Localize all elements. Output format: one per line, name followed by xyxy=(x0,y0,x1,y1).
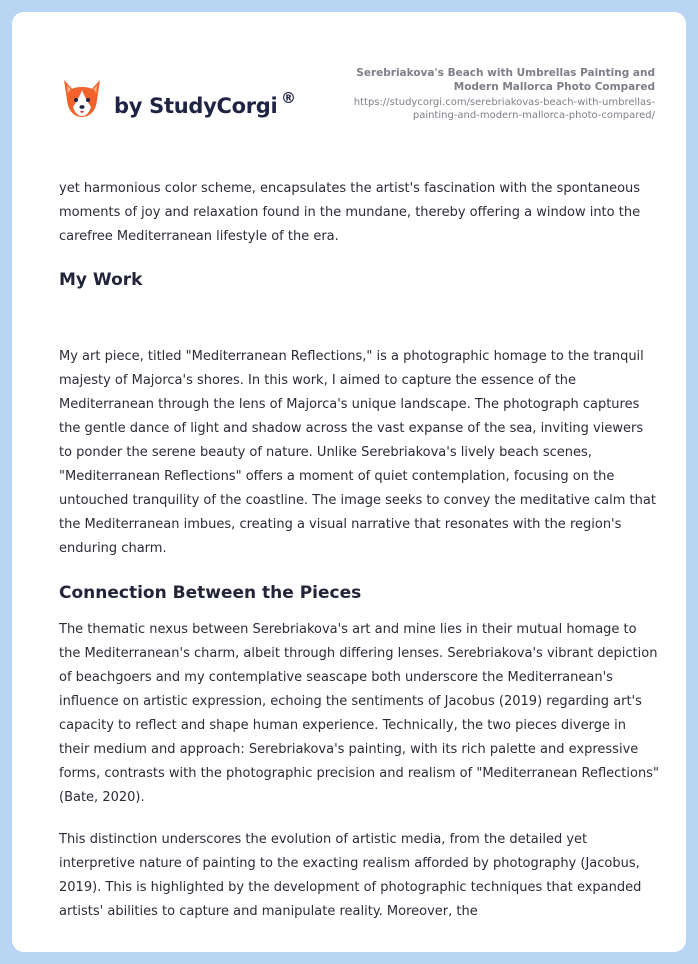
paragraph-connection-1: The thematic nexus between Serebriakova's art and mine lies in their mutual homage to the Mediterranean's charm, albeit through differing lenses. Serebriakova's vibrant depiction of beachgoers and my contemplative seascape both underscore the Mediterranean's influence on artistic expression, echoing the sentiments of Jacobus (2019) regarding art's capacity to reflect and shape human experience. Technically, the two pieces diverge in their medium and approach: Serebriakova's painting, with its rich palette and expressive forms, contrasts with the photographic precision and realism of "Mediterranean Reflections" (Bate, 2020). xyxy=(59,622,659,805)
registered-mark: ® xyxy=(281,89,296,107)
document-meta xyxy=(315,66,655,122)
section-heading-connection: Connection Between the Pieces xyxy=(59,583,362,603)
paragraph-connection-2: This distinction underscores the evolution of artistic media, from the detailed yet interpretive nature of painting to the exacting realism afforded by photography (Jacobus, 2019). This is highlighted by the development of photographic techniques that expanded artists' abilities to capture and manipulate reality. Moreover, the xyxy=(59,832,642,919)
intro-paragraph: yet harmonious color scheme, encapsulates the artist's fascination with the spontaneous moments of joy and relaxation found in the mundane, thereby offering a window into the carefree Mediterranean lifestyle of the era. xyxy=(59,181,641,244)
section-heading-my-work: My Work xyxy=(59,270,143,290)
brand-name: by StudyCorgi xyxy=(114,94,278,118)
document-page xyxy=(12,12,686,952)
document-body xyxy=(59,177,659,924)
studycorgi-logo[interactable] xyxy=(60,76,320,126)
paragraph-my-work: My art piece, titled "Mediterranean Reflections," is a photographic homage to the tranquil majesty of Majorca's shores. In this work, I aimed to capture the essence of the Mediterranean through the lens of Majorca's unique landscape. The photograph captures the gentle dance of light and shadow across the vast expanse of the sea, inviting viewers to ponder the serene beauty of nature. Unlike Serebriakova's lively beach scenes, "Mediterranean Reflections" offers a moment of quiet contemplation, focusing on the untouched tranquility of the coastline. The image seeks to convey the meditative calm that the Mediterranean imbues, creating a visual narrative that resonates with the region's enduring charm. xyxy=(59,349,656,556)
document-url[interactable]: https://studycorgi.com/serebriakovas-beach-with-umbrellas-painting-and-modern-mallorca-photo-compared/ xyxy=(353,97,655,121)
document-title: Serebriakova's Beach with Umbrellas Painting and Modern Mallorca Photo Compared xyxy=(356,67,655,93)
corgi-icon xyxy=(60,76,104,122)
page-header xyxy=(12,12,686,162)
